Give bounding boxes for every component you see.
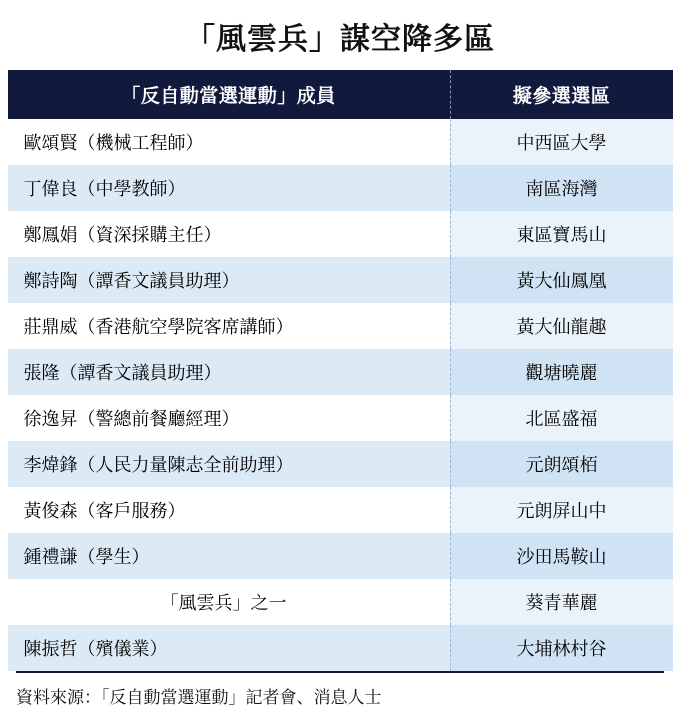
table-row — [8, 211, 673, 257]
cell-member: 鍾禮謙（學生） — [8, 533, 451, 579]
cell-district: 黃大仙龍趣 — [450, 303, 673, 349]
cell-member: 鄭詩陶（譚香文議員助理） — [8, 257, 451, 303]
cell-district: 葵青華麗 — [450, 579, 673, 625]
cell-member: 李煒鋒（人民力量陳志全前助理） — [8, 441, 451, 487]
cell-district: 東區寶馬山 — [450, 211, 673, 257]
cell-member: 莊鼎威（香港航空學院客席講師） — [8, 303, 451, 349]
cell-member: 張隆（譚香文議員助理） — [8, 349, 451, 395]
table-row — [8, 257, 673, 303]
column-header-district: 擬參選選區 — [450, 70, 673, 119]
table-row — [8, 165, 673, 211]
source-note-wrapper — [16, 671, 664, 708]
table-header — [8, 70, 673, 119]
cell-member: 鄭鳳娟（資深採購主任） — [8, 211, 451, 257]
page-title: 「風雲兵」謀空降多區 — [185, 22, 495, 57]
table-header-row — [8, 70, 673, 119]
cell-district: 元朗屏山中 — [450, 487, 673, 533]
cell-member: 「風雲兵」之一 — [8, 579, 451, 625]
cell-district: 南區海灣 — [450, 165, 673, 211]
cell-member: 陳振哲（殯儀業） — [8, 625, 451, 671]
cell-district: 大埔林村谷 — [450, 625, 673, 671]
column-header-member: 「反自動當選運動」成員 — [8, 70, 451, 119]
cell-member: 歐頌賢（機械工程師） — [8, 119, 451, 165]
cell-district: 沙田馬鞍山 — [450, 533, 673, 579]
table-row — [8, 349, 673, 395]
table-row — [8, 119, 673, 165]
table-row — [8, 441, 673, 487]
table-row — [8, 303, 673, 349]
cell-district: 北區盛福 — [450, 395, 673, 441]
cell-district: 元朗頌栢 — [450, 441, 673, 487]
source-note: 資料來源：「反自動當選運動」記者會、消息人士 — [16, 671, 664, 708]
table-row — [8, 487, 673, 533]
table-row — [8, 395, 673, 441]
cell-district: 黃大仙鳳凰 — [450, 257, 673, 303]
candidates-table — [8, 70, 673, 671]
cell-district: 觀塘曉麗 — [450, 349, 673, 395]
table-body — [8, 119, 673, 671]
table-row — [8, 533, 673, 579]
cell-member: 徐逸昇（警總前餐廳經理） — [8, 395, 451, 441]
table-row — [8, 579, 673, 625]
cell-member: 丁偉良（中學教師） — [8, 165, 451, 211]
table-row — [8, 625, 673, 671]
cell-district: 中西區大學 — [450, 119, 673, 165]
cell-member: 黃俊森（客戶服務） — [8, 487, 451, 533]
